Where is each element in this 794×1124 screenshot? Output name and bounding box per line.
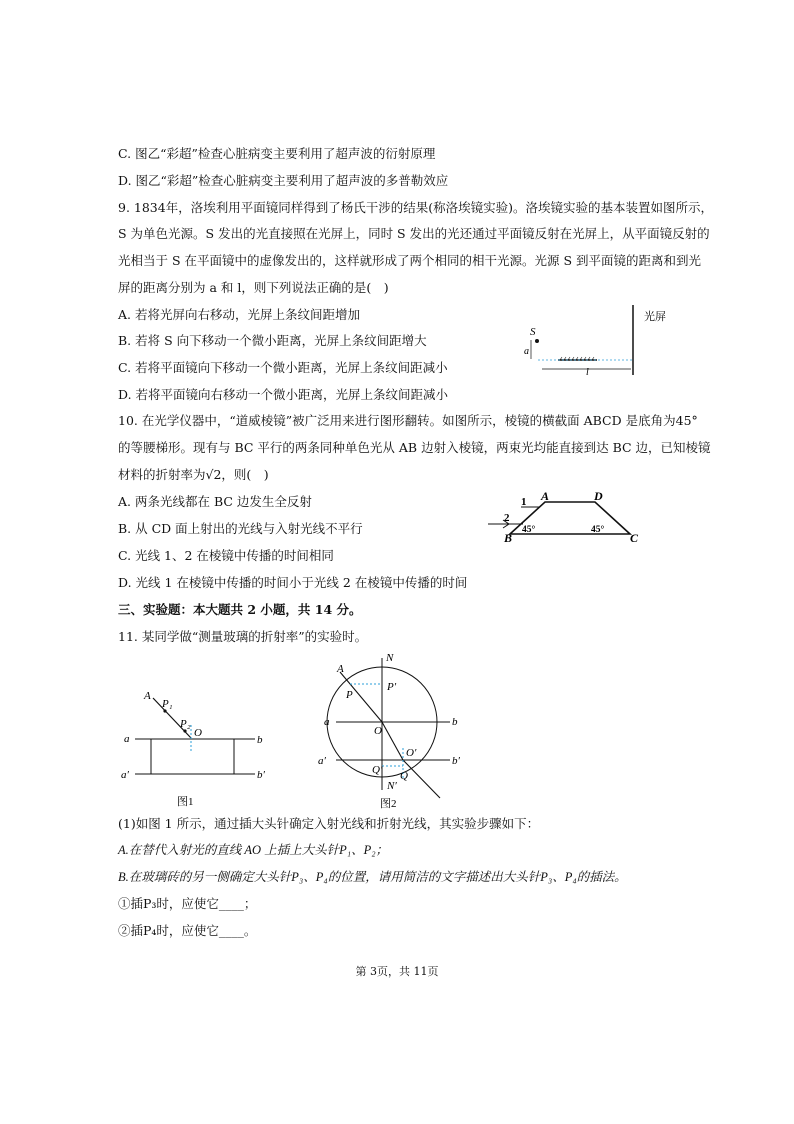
label-n: N [386, 652, 394, 664]
q9-stem-line4: 屏的距离分别为 a 和 l，则下列说法正确的是( ) [118, 280, 389, 295]
lloyd-mirror-figure [500, 300, 690, 380]
refracted-ray [382, 722, 403, 760]
q9-stem-line1: 9. 1834年，洛埃利用平面镜同样得到了杨氏干涉的结果(称洛埃镜实验)。洛埃镜实验的基本装置如图所示， [118, 200, 713, 215]
q9-option-c: C. 若将平面镜向下移动一个微小距离，光屏上条纹间距减小 [118, 360, 448, 375]
label-a: A [337, 663, 344, 675]
label-p1: P₁ [162, 698, 173, 710]
label-a2-edge: a′ [121, 769, 129, 781]
vertex-c: C [630, 531, 639, 545]
label-p: P [346, 689, 353, 701]
figure-1-caption: 图1 [177, 796, 194, 808]
label-a-edge: a [324, 716, 330, 728]
exit-ray [403, 760, 440, 798]
label-q-prime: Q′ [372, 764, 383, 776]
page-footer: 第 3页，共 11页 [355, 965, 439, 978]
label-b2-edge: b′ [257, 769, 265, 781]
q10-option-b: B. 从 CD 面上射出的光线与入射光线不平行 [118, 521, 363, 536]
q10-stem-line2: 的等腰梯形。现有与 BC 平行的两条同种单色光从 AB 边射入棱镜，两束光均能直接到达 BC 边，已知棱镜 [118, 440, 711, 455]
label-b2-edge: b′ [452, 755, 460, 767]
label-a2-edge: a′ [318, 755, 326, 767]
vertex-b: B [504, 531, 513, 545]
label-o-prime: O′ [406, 747, 417, 759]
vertex-a: A [541, 490, 550, 503]
q11-blank-1: ①插P₃时，应使它____； [118, 896, 257, 911]
screen-label: 光屏 [644, 311, 666, 323]
q10-stem-line1: 10. 在光学仪器中，“道威棱镜”被广泛用来进行图形翻转。如图所示，棱镜的横截面 ABCD 是底角为45° [118, 413, 698, 428]
label-a-edge: a [124, 733, 130, 745]
label-p-prime: P′ [387, 681, 397, 693]
label-p2: P₂ [180, 718, 191, 730]
light-source [535, 339, 539, 343]
label-q: Q [400, 770, 408, 782]
refraction-figure-1 [115, 685, 275, 810]
ray-2-label: 2 [504, 512, 510, 524]
q11-step-a: A.在替代入射光的直线 AO 上插上大头针P₁、P₂； [118, 843, 389, 857]
section-3-heading: 三、实验题：本大题共 2 小题，共 14 分。 [118, 602, 362, 617]
label-o: O [194, 727, 202, 739]
label-b-edge: b [452, 716, 458, 728]
q9-option-b: B. 若将 S 向下移动一个微小距离，光屏上条纹间距增大 [118, 333, 427, 348]
q9-option-d: D. 若将平面镜向右移动一个微小距离，光屏上条纹间距减小 [118, 387, 449, 402]
q11-stem: 11. 某同学做“测量玻璃的折射率”的实验时。 [118, 629, 368, 644]
q10-stem-line3: 材料的折射率为√2，则( ) [118, 467, 269, 482]
label-n-prime: N′ [387, 780, 397, 792]
label-a: A [144, 690, 151, 702]
ray-1-label: 1 [521, 496, 527, 508]
q10-option-a: A. 两条光线都在 BC 边发生全反射 [118, 494, 312, 509]
refraction-figure-2 [310, 650, 480, 815]
label-b-edge: b [257, 734, 263, 746]
q9-option-a: A. 若将光屏向右移动，光屏上条纹间距增加 [118, 307, 360, 322]
q10-option-c: C. 光线 1、2 在棱镜中传播的时间相同 [118, 548, 334, 563]
q11-blank-2: ②插P₄时，应使它____。 [118, 923, 257, 938]
angle-c-label: 45° [591, 525, 605, 535]
label-o: O [374, 725, 382, 737]
q8-option-c: C. 图乙“彩超”检查心脏病变主要利用了超声波的衍射原理 [118, 146, 436, 161]
distance-l-label: l [586, 367, 589, 378]
q10-option-d: D. 光线 1 在棱镜中传播的时间小于光线 2 在棱镜中传播的时间 [118, 575, 468, 590]
q9-stem-line2: S 为单色光源。S 发出的光直接照在光屏上，同时 S 发出的光还通过平面镜反射在光屏上，从平面镜反射的 [118, 226, 710, 241]
source-label: S [530, 326, 536, 338]
distance-a-label: a [524, 346, 529, 357]
q8-option-d: D. 图乙“彩超”检查心脏病变主要利用了超声波的多普勒效应 [118, 173, 449, 188]
figure-2-caption: 图2 [380, 798, 397, 810]
vertex-d: D [594, 490, 603, 503]
angle-b-label: 45° [522, 525, 536, 535]
q9-stem-line3: 光相当于 S 在平面镜中的虚像发出的，这样就形成了两个相同的相干光源。光源 S 到平面镜的距离和到光 [118, 253, 702, 268]
dove-prism-figure [485, 490, 645, 550]
q11-step-b: B.在玻璃砖的另一侧确定大头针P₃、P₄的位置，请用简洁的文字描述出大头针P₃、P₄的插法。 [118, 870, 627, 884]
q11-part1: (1)如图 1 所示，通过插大头针确定入射光线和折射光线，其实验步骤如下： [118, 816, 540, 831]
